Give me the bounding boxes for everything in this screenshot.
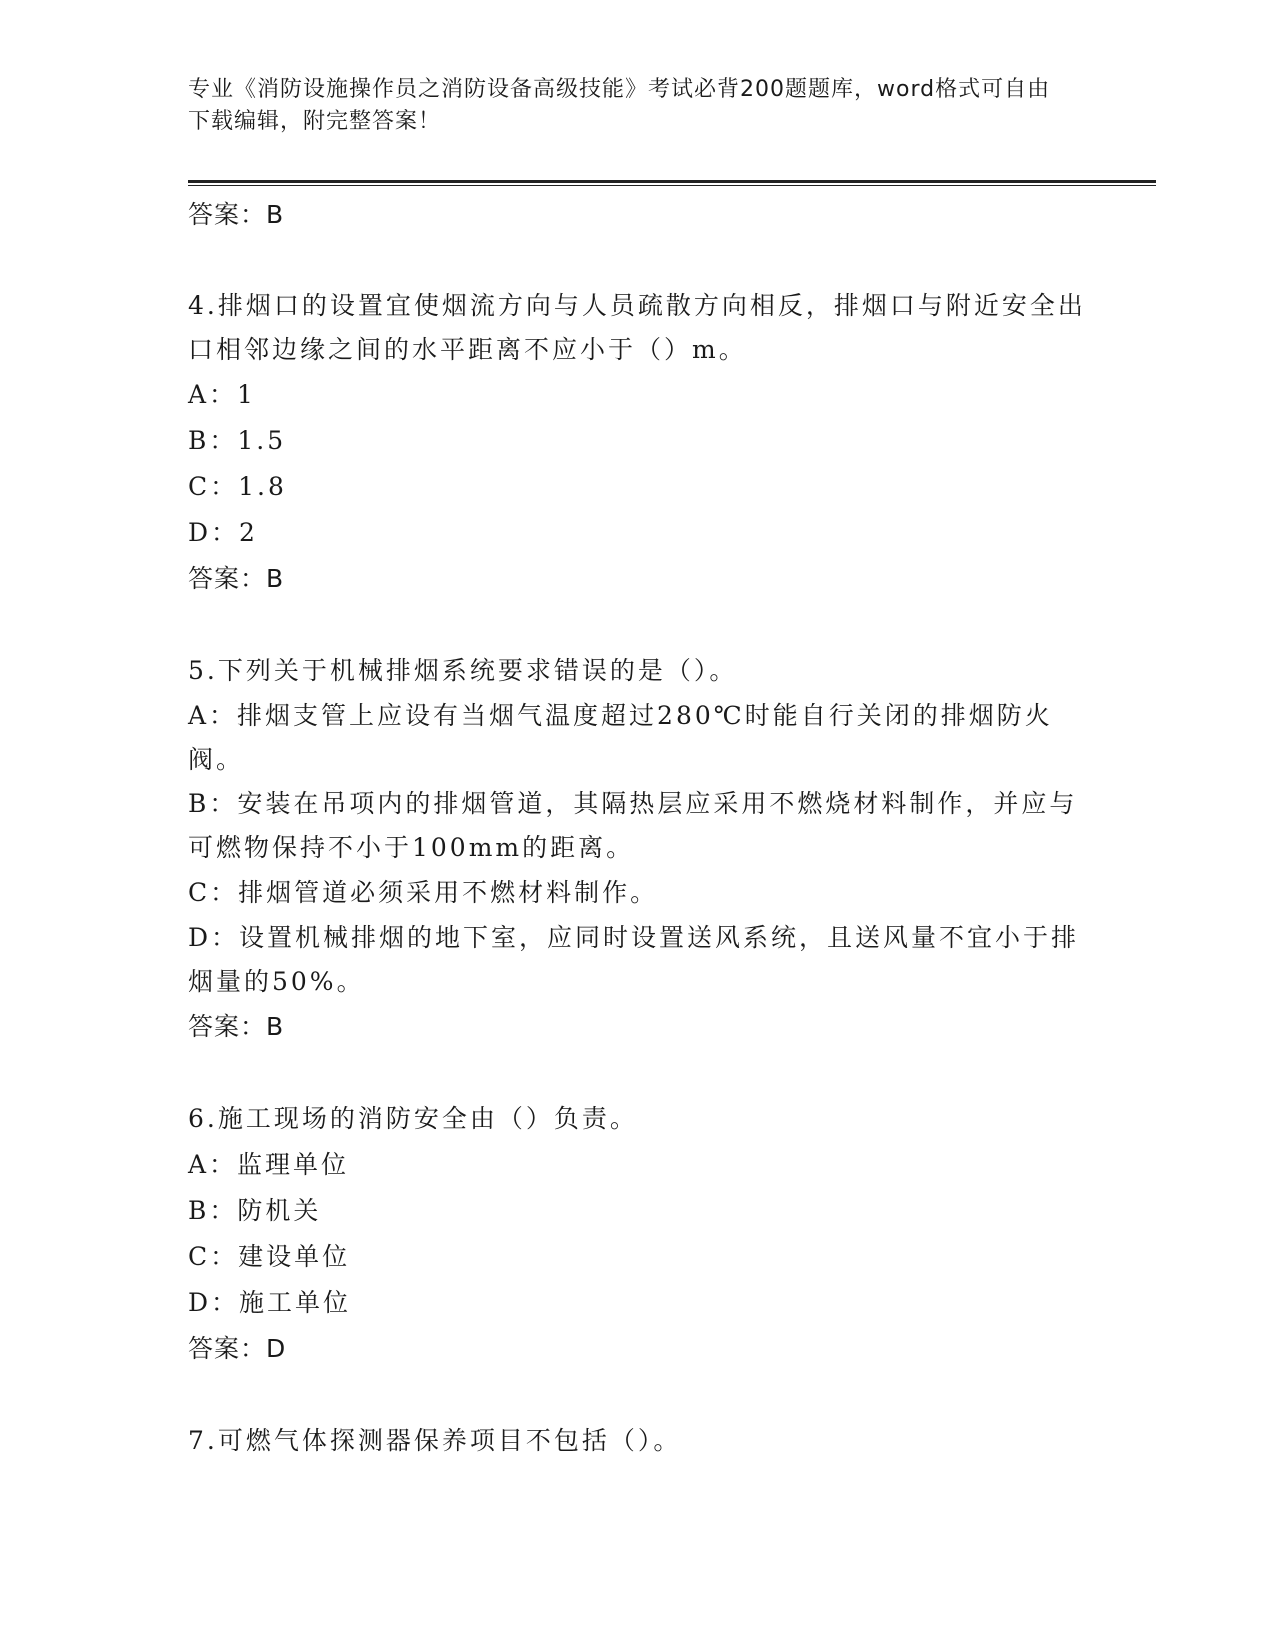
question-block-5 <box>188 648 1088 1050</box>
question-block-4 <box>188 284 1088 602</box>
option-b: B：安装在吊项内的排烟管道，其隔热层应采用不燃烧材料制作，并应与可燃物保持不小于100mm的距离。 <box>188 789 1078 862</box>
option-b: B：防机关 <box>188 1196 322 1225</box>
document-header: 专业《消防设施操作员之消防设备高级技能》考试必背200题题库，word格式可自由下载编辑，附完整答案！ <box>188 77 1051 134</box>
question-stem: 4.排烟口的设置宜使烟流方向与人员疏散方向相反，排烟口与附近安全出口相邻边缘之间的水平距离不应小于（）m。 <box>188 291 1086 364</box>
answer-label: 答案：B <box>188 564 285 593</box>
question-stem: 5.下列关于机械排烟系统要求错误的是（）。 <box>188 656 738 685</box>
question-stem: 7.可燃气体探测器保养项目不包括（）。 <box>188 1426 682 1455</box>
option-d: D：设置机械排烟的地下室，应同时设置送风系统，且送风量不宜小于排烟量的50%。 <box>188 923 1080 996</box>
option-a: A：监理单位 <box>188 1150 350 1179</box>
header-divider-thin <box>188 185 1156 186</box>
option-d: D：施工单位 <box>188 1288 352 1317</box>
spacer <box>188 602 1088 648</box>
option-c: C：排烟管道必须采用不燃材料制作。 <box>188 878 659 907</box>
question-block-7 <box>188 1418 1088 1464</box>
answer-label: 答案：D <box>188 1334 287 1363</box>
answer-label: 答案：B <box>188 1012 285 1041</box>
question-block-6 <box>188 1096 1088 1372</box>
spacer <box>188 1050 1088 1096</box>
spacer <box>188 1372 1088 1418</box>
question-stem: 6.施工现场的消防安全由（）负责。 <box>188 1104 638 1133</box>
option-b: B：1.5 <box>188 426 287 455</box>
option-d: D：2 <box>188 518 258 547</box>
option-a: A：1 <box>188 380 256 409</box>
spacer <box>188 238 1088 284</box>
option-a: A：排烟支管上应设有当烟气温度超过280℃时能自行关闭的排烟防火阀。 <box>188 701 1053 774</box>
answer-label: 答案：B <box>188 200 285 229</box>
header-divider-thick <box>188 180 1156 183</box>
option-c: C：1.8 <box>188 472 287 501</box>
question-list <box>188 192 1088 1464</box>
option-c: C：建设单位 <box>188 1242 351 1271</box>
